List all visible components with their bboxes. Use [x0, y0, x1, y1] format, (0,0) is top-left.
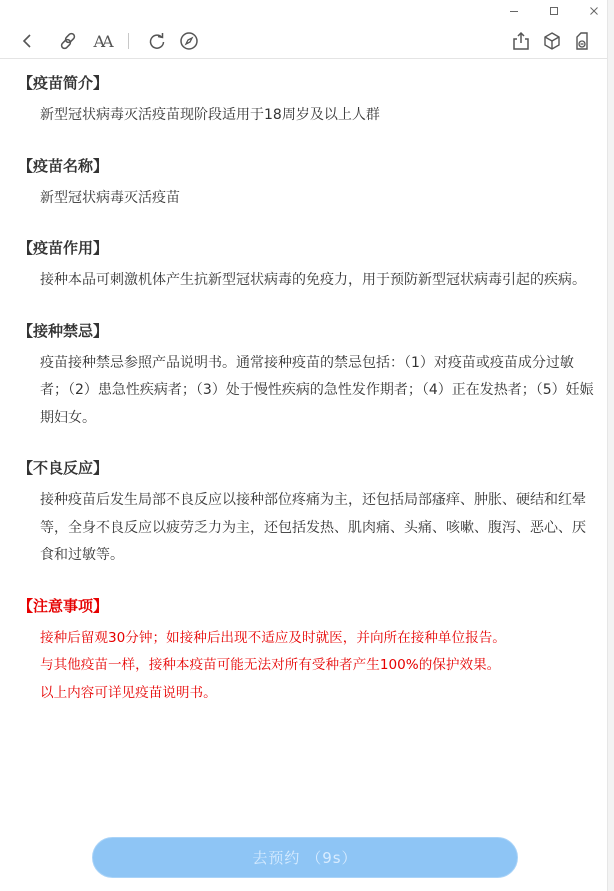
compass-icon: [179, 31, 199, 51]
notice-line: 与其他疫苗一样，接种本疫苗可能无法对所有受种者产生100%的保护效果。: [40, 657, 501, 673]
device-icon: [572, 31, 592, 51]
font-size-button[interactable]: [89, 30, 115, 52]
cube-icon: [542, 31, 562, 51]
open-in-app-button[interactable]: [541, 30, 563, 52]
section-body: 接种疫苗后发生局部不良反应以接种部位疼痛为主，还包括局部瘙痒、肿胀、硬结和红晕等，全身不良反应以疲劳乏力为主，还包括发热、肌肉痛、头痛、咳嗽、腹泻、恶心、厌食和过敏等。: [40, 492, 586, 563]
section-effect: [18, 235, 594, 295]
link-icon: [58, 31, 78, 51]
back-arrow-icon: [18, 32, 36, 50]
notice-line: 以上内容可详见疫苗说明书。: [40, 684, 217, 701]
section-vaccine-name: [18, 153, 594, 213]
minimize-button[interactable]: [494, 0, 534, 22]
explore-button[interactable]: [178, 30, 200, 52]
device-button[interactable]: [571, 30, 593, 52]
minimize-icon: [509, 6, 519, 16]
section-adverse-reactions: [18, 455, 594, 570]
scrollbar-track[interactable]: [607, 0, 614, 891]
share-icon: [511, 31, 531, 51]
notice-title: 【注意事项】: [18, 596, 109, 615]
section-notice: [18, 593, 594, 708]
section-body: 疫苗接种禁忌参照产品说明书。通常接种疫苗的禁忌包括：（1）对疫苗或疫苗成分过敏者；（2）患急性疾病者；（3）处于慢性疾病的急性发作期者；（4）正在发热者；（5）妊娠期妇女。: [40, 354, 594, 426]
section-title: 【疫苗简介】: [18, 74, 109, 92]
back-button[interactable]: [16, 30, 38, 52]
toolbar-separator: [128, 33, 129, 49]
section-title: 【不良反应】: [18, 459, 109, 477]
copy-link-button[interactable]: [57, 30, 79, 52]
refresh-button[interactable]: [146, 30, 168, 52]
section-title: 【疫苗作用】: [18, 239, 109, 257]
section-title: 【接种禁忌】: [18, 321, 109, 340]
vaccine-info-content: [18, 70, 594, 730]
close-icon: [589, 6, 599, 16]
section-title: 【疫苗名称】: [18, 156, 109, 175]
maximize-icon: [549, 6, 559, 16]
maximize-button[interactable]: [534, 0, 574, 22]
toolbar-divider: [0, 58, 608, 59]
notice-line: 接种后留观30分钟；如接种后出现不适应及时就医，并向所在接种单位报告。: [40, 629, 506, 646]
share-button[interactable]: [510, 30, 532, 52]
book-appointment-button[interactable]: 去预约 （9s）: [92, 837, 518, 878]
section-body: 新型冠状病毒灭活疫苗: [40, 189, 180, 206]
window-controls: [494, 0, 614, 22]
refresh-icon: [147, 31, 167, 51]
browser-toolbar: [0, 24, 608, 58]
font-size-icon: AA: [93, 31, 111, 51]
section-intro: [18, 70, 594, 130]
section-contraindications: [18, 318, 594, 433]
section-body: 新型冠状病毒灭活疫苗现阶段适用于18周岁及以上人群: [40, 107, 380, 123]
section-body: 接种本品可刺激机体产生抗新型冠状病毒的免疫力，用于预防新型冠状病毒引起的疾病。: [40, 272, 586, 288]
